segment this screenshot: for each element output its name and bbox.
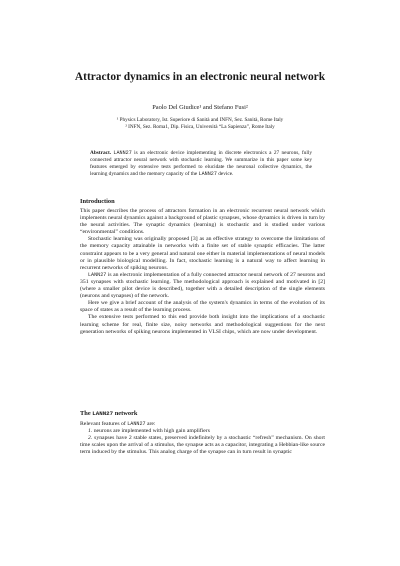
- section-heading-network: [80, 410, 325, 417]
- abstract: [90, 150, 312, 178]
- features-chip: LANN27: [127, 421, 146, 427]
- feature-item-2-text: synapses have 2 stable states, preserved indefinitely by a stochastic “refresh” mechanism. On short time scales upon the arrival of a stimulus, the synapse acts as a capacitor, integrating a Hebbian-like source term induced by the stimulus. This analog charge of the synapse can in turn result in synaptic: [80, 435, 326, 456]
- features-pre: Relevant features of: [80, 421, 126, 427]
- abstract-chip-name: LANN27: [113, 150, 132, 156]
- section-heading-introduction: Introduction: [80, 198, 115, 205]
- abstract-chip-name-2: LANN27: [198, 170, 217, 177]
- network-body: [80, 421, 325, 456]
- network-heading-post: network: [114, 410, 138, 417]
- feature-item-1-text: neurons are implemented with high gain amplifiers: [93, 428, 210, 435]
- intro-paragraph-5: The extensive tests performed to this end provide both insight into the implications of a stochastic learning scheme for real, finite size, noisy networks and methodological suggestions for the next generation networks of spiking neurons implemented in VLSI chips, which are now under development.: [80, 314, 325, 335]
- introduction-body: [80, 208, 325, 336]
- feature-item-1-number: 1.: [88, 428, 93, 435]
- author-list: Paolo Del Giudice¹ and Stefano Fusi²: [152, 104, 248, 111]
- paper-title: Attractor dynamics in an electronic neural network: [74, 71, 326, 83]
- abstract-text-end: device.: [218, 170, 234, 177]
- abstract-label: Abstract.: [90, 150, 112, 156]
- intro-paragraph-4: Here we give a brief account of the analysis of the system's dynamics in terms of the evolution of its space of states as a result of the learning process.: [80, 300, 325, 314]
- feature-item-2-number: 2.: [88, 435, 93, 442]
- affiliation-1: ¹ Physics Laboratory, Ist. Superiore di Sanità and INFN, Sez. Sanità, Rome Italy: [116, 117, 284, 123]
- intro-chip-name: LANN27: [88, 271, 107, 278]
- intro-paragraph-3-text: is an electronic implementation of a fully connected attractor neural network of 27 neurons and 351 synapses with stochastic learning. The methodological approach is explained and motivated in [2] (where a smaller pilot device is described), together with a detailed description of the single elements (neurons and synapses) of the network.: [80, 271, 326, 300]
- features-post: are:: [146, 421, 156, 427]
- intro-paragraph-3: [80, 272, 325, 300]
- network-heading-chip: LANN27: [92, 410, 114, 417]
- affiliation-2: ² INFN, Sez. Roma1, Dip. Fisica, Università “La Sapienza”, Rome Italy: [125, 124, 275, 130]
- feature-item-2: [80, 435, 325, 456]
- abstract-text: is an electronic device implementing in discrete electronics a 27 neurons, fully connected attractor neural network with stochastic learning. We summarize in this paper some key features emerged by extensive tests performed to elucidate the neuronal collective dynamics, the learning dynamics and the memory capacity of the: [90, 150, 312, 177]
- affiliations: [60, 117, 340, 131]
- intro-paragraph-1: This paper describes the process of attractors formation in an electronic recurrent neural network which implements neural dynamics against a background of plastic synapses, whose dynamics is driven in turn by the neural activities. The synaptic dynamics (learning) is stochastic and is studied under various “environmental” conditions.: [80, 208, 325, 236]
- network-heading-pre: The: [80, 410, 91, 417]
- intro-paragraph-2: Stochastic learning was originally proposed [3] as an effective strategy to overcome the limitations of the memory capacity attainable in networks with a finite set of stable synaptic efficacies. The latter constraint appears to be a very general and natural one either in material implementations of neural models or in plausible biological modelling. In fact, stochastic learning is a natural way to affect learning in recurrent networks of spiking neurons.: [80, 236, 325, 271]
